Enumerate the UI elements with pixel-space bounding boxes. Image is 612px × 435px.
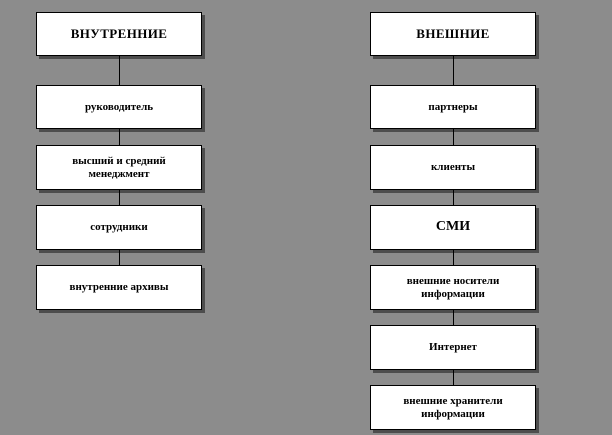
node-internal-3: [36, 205, 202, 250]
connector-internal-0: [119, 56, 120, 85]
connector-external-2: [453, 190, 454, 205]
connector-external-4: [453, 310, 454, 325]
node-internal-2: [36, 145, 202, 190]
connector-external-0: [453, 56, 454, 85]
node-label: высший и средний менеджмент: [72, 154, 166, 180]
node-label: ВНУТРЕННИЕ: [70, 25, 168, 41]
node-external-4: [370, 265, 536, 310]
node-label: руководитель: [84, 100, 154, 113]
node-label: партнеры: [428, 100, 478, 113]
node-label: внешние носители информации: [406, 274, 500, 300]
node-external-2: [370, 145, 536, 190]
node-internal-1: [36, 85, 202, 129]
node-label: СМИ: [435, 219, 471, 235]
node-label: Интернет: [429, 341, 477, 354]
node-external-1: [370, 85, 536, 129]
connector-internal-1: [119, 129, 120, 145]
node-internal-header: [36, 12, 202, 56]
column-internal: [14, 0, 274, 435]
connector-external-5: [453, 370, 454, 385]
connector-internal-2: [119, 190, 120, 205]
node-label: клиенты: [430, 161, 476, 174]
connector-internal-3: [119, 250, 120, 265]
node-internal-4: [36, 265, 202, 310]
node-external-6: [370, 385, 536, 430]
node-external-5: [370, 325, 536, 370]
connector-external-1: [453, 129, 454, 145]
node-external-3: [370, 205, 536, 250]
node-external-header: [370, 12, 536, 56]
column-external: [338, 0, 598, 435]
node-label: сотрудники: [90, 221, 148, 234]
connector-external-3: [453, 250, 454, 265]
node-label: ВНЕШНИЕ: [416, 25, 490, 41]
node-label: внутренние архивы: [69, 281, 169, 294]
node-label: внешние хранители информации: [403, 394, 503, 420]
